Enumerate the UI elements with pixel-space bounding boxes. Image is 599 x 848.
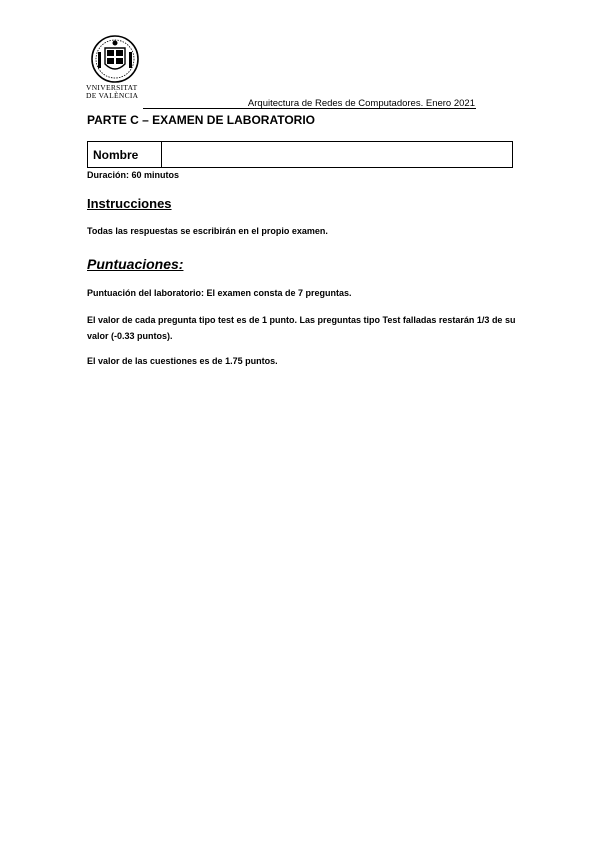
university-logo-wordmark: VNIVERSITAT DE VALÈNCIA [86,83,139,100]
scoring-heading: Puntuaciones: [87,256,184,272]
course-header: Arquitectura de Redes de Computadores. Enero 2021 [247,98,475,109]
instructions-text: Todas las respuestas se escribirán en el propio examen. [87,226,328,236]
name-label: Nombre [88,142,162,167]
scoring-line-questions: Puntuación del laboratorio: El examen consta de 7 preguntas. [87,288,352,298]
name-input[interactable] [162,142,512,167]
exam-title: PARTE C – EXAMEN DE LABORATORIO [87,113,316,127]
scoring-line-test-value: El valor de cada pregunta tipo test es de 1 punto. Las preguntas tipo Test falladas restarán 1/3 de su valor (-0.33 puntos). [87,315,516,341]
scoring-line-cuestiones: El valor de las cuestiones es de 1.75 puntos. [87,356,278,366]
name-box [87,141,513,168]
duration-text: Duración: 60 minutos [87,170,180,180]
instructions-heading: Instrucciones [87,196,172,211]
